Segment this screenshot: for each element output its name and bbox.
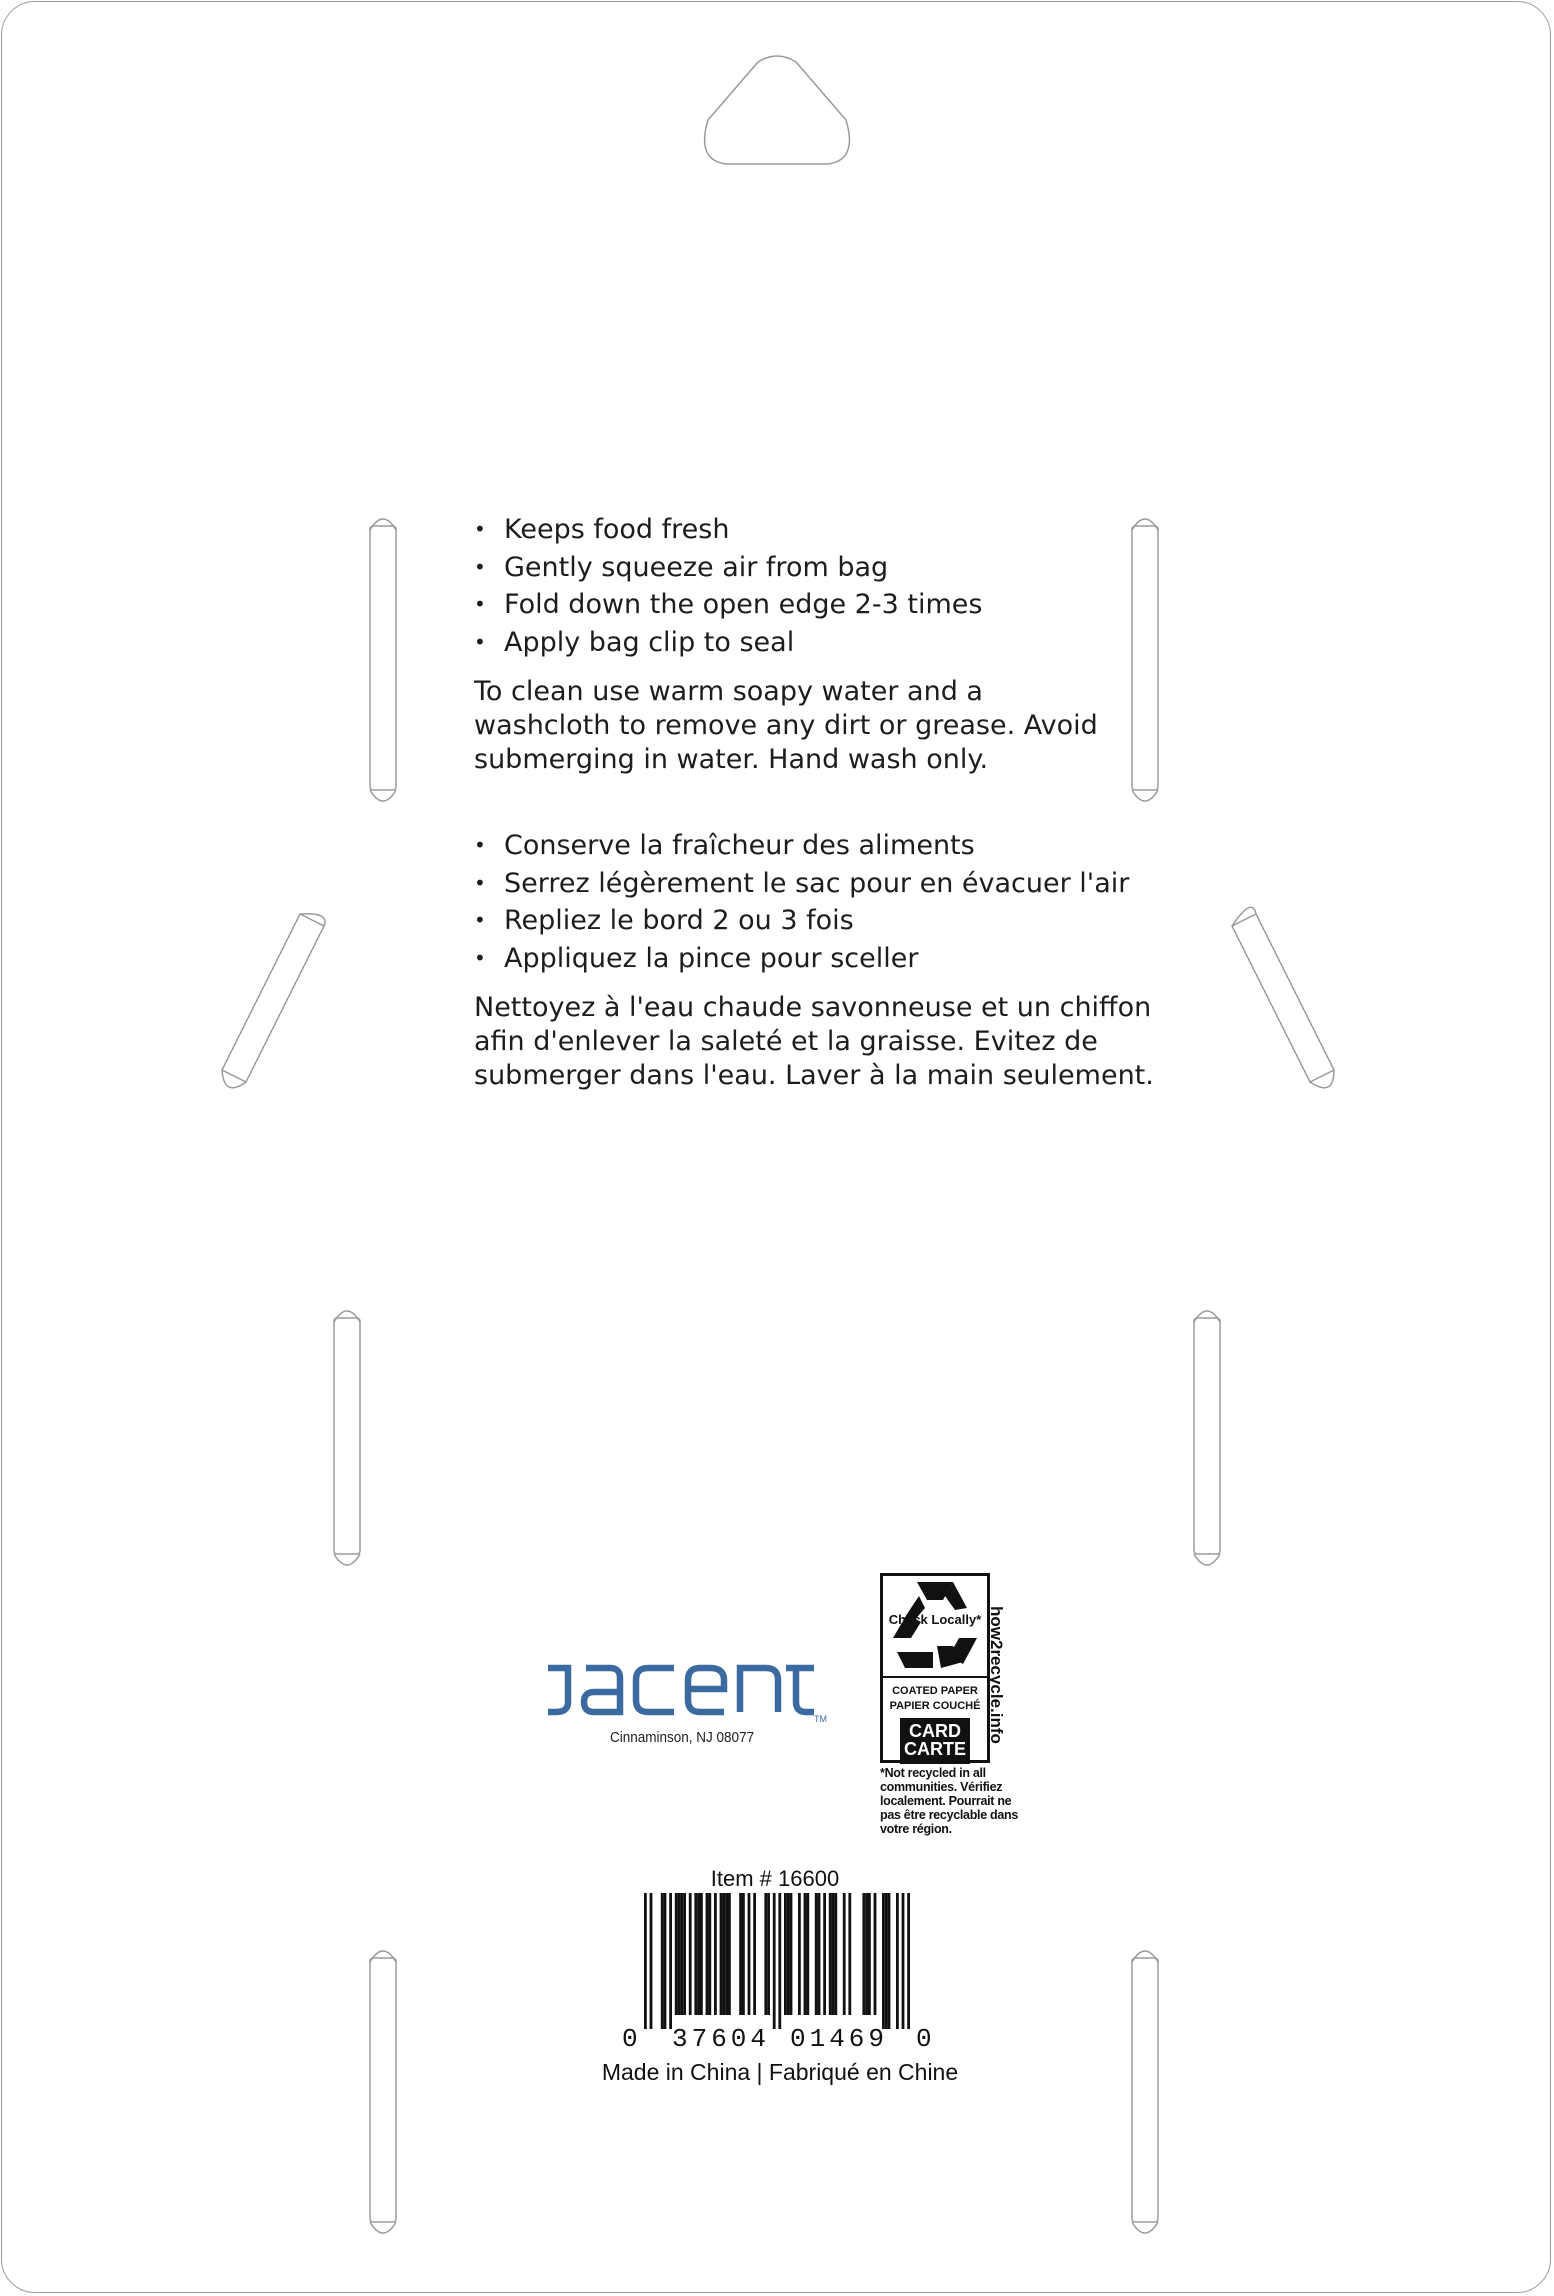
usage-steps-fr bbox=[474, 827, 1174, 977]
recycle-footnote: *Not recycled in all communities. Vérifiez localement. Pourrait ne pas être recyclable dans votre région. bbox=[880, 1766, 1019, 1836]
barcode-bar bbox=[818, 1893, 821, 2015]
care-instructions-en: To clean use warm soapy water and a washcloth to remove any dirt or grease. Avoid submerging in water. Hand wash only. bbox=[474, 676, 1098, 775]
recycle-website bbox=[987, 1606, 1006, 1766]
barcode-bar bbox=[896, 1893, 899, 2029]
brand-address: Cinnaminson, NJ 08077 bbox=[610, 1729, 755, 1746]
list-item: • Conserve la fraîcheur des aliments bbox=[474, 827, 1174, 865]
barcode-bar bbox=[778, 1893, 781, 2029]
upc-barcode bbox=[620, 1893, 920, 2033]
barcode-bar bbox=[722, 1893, 725, 2015]
barcode-bar bbox=[862, 1893, 865, 2015]
barcode-bar bbox=[700, 1893, 703, 2015]
barcode-bar bbox=[683, 1893, 686, 2015]
instructions-french bbox=[474, 827, 1174, 1093]
barcode-bar bbox=[675, 1893, 678, 2015]
category-badge: CARD CARTE bbox=[900, 1718, 970, 1764]
barcode-bar bbox=[843, 1893, 846, 2015]
barcode-bar bbox=[661, 1893, 664, 2029]
barcode-left-group: 37604 bbox=[672, 2024, 771, 2054]
list-item: • Gently squeeze air from bag bbox=[474, 549, 1174, 587]
barcode-bar bbox=[784, 1893, 787, 2015]
barcode-bar bbox=[708, 1893, 711, 2015]
barcode-bar bbox=[678, 1893, 681, 2015]
barcode-bar bbox=[669, 1893, 672, 2029]
barcode-bar bbox=[798, 1893, 801, 2015]
barcode-bar bbox=[728, 1893, 731, 2015]
barcode-bar bbox=[834, 1893, 837, 2015]
barcode-bar bbox=[874, 1893, 877, 2015]
list-item: • Serrez légèrement le sac pour en évacuer l'air bbox=[474, 865, 1174, 903]
barcode-bar bbox=[832, 1893, 835, 2015]
list-item: • Fold down the open edge 2-3 times bbox=[474, 586, 1174, 624]
recycle-website-text: how2recycle.info bbox=[987, 1606, 1006, 1744]
how2recycle-label bbox=[880, 1573, 990, 1763]
barcode-lead-digit: 0 bbox=[622, 2024, 642, 2054]
barcode-bar bbox=[689, 1893, 692, 2015]
barcode-bar bbox=[865, 1893, 868, 2015]
barcode-bar bbox=[773, 1893, 776, 2029]
barcode-bar bbox=[664, 1893, 667, 2029]
barcode-bar bbox=[787, 1893, 790, 2015]
care-instructions-fr: Nettoyez à l'eau chaude savonneuse et un chiffon afin d'enlever la saleté et la graisse. Evitez de submerger dans l'eau. Laver à la main seulement. bbox=[474, 992, 1154, 1091]
barcode-bar bbox=[742, 1893, 745, 2015]
barcode-bar bbox=[739, 1893, 742, 2015]
slot-low-right bbox=[1194, 1311, 1220, 1565]
recycle-symbol-area bbox=[883, 1576, 987, 1678]
jacent-wordmark bbox=[544, 1658, 824, 1718]
barcode-bar bbox=[804, 1893, 807, 2015]
check-locally-text: Check Locally* bbox=[888, 1612, 982, 1627]
barcode-bar bbox=[888, 1893, 891, 2029]
barcode-bar bbox=[815, 1893, 818, 2015]
barcode-check-digit: 0 bbox=[916, 2024, 936, 2054]
barcode-right-group: 01469 bbox=[790, 2024, 889, 2054]
trademark-symbol: TM bbox=[814, 1714, 827, 1724]
list-item: • Appliquez la pince pour sceller bbox=[474, 940, 1174, 978]
barcode-bar bbox=[650, 1893, 653, 2029]
barcode-bar bbox=[680, 1893, 683, 2015]
list-item: • Apply bag clip to seal bbox=[474, 624, 1174, 662]
slot-low-left bbox=[334, 1311, 360, 1565]
barcode-bar bbox=[644, 1893, 647, 2029]
barcode-bar bbox=[748, 1893, 751, 2015]
barcode-bar bbox=[907, 1893, 910, 2029]
barcode-bar bbox=[725, 1893, 728, 2015]
list-item: • Repliez le bord 2 ou 3 fois bbox=[474, 902, 1174, 940]
barcode-bar bbox=[697, 1893, 700, 2015]
slot-top-left bbox=[370, 519, 396, 801]
barcode-bar bbox=[882, 1893, 885, 2029]
barcode-bar bbox=[848, 1893, 851, 2015]
material-en: COATED PAPER bbox=[892, 1685, 978, 1697]
slot-bottom-left bbox=[370, 1951, 396, 2233]
barcode-bar bbox=[706, 1893, 709, 2015]
usage-steps-en bbox=[474, 511, 1174, 661]
barcode-bar bbox=[829, 1893, 832, 2015]
slot-bottom-right bbox=[1132, 1951, 1158, 2233]
barcode-bar bbox=[885, 1893, 888, 2029]
barcode-bar bbox=[790, 1893, 793, 2015]
slot-mid-left bbox=[222, 914, 325, 1088]
country-of-origin: Made in China | Fabriqué en Chine bbox=[601, 2059, 959, 2085]
barcode-bar bbox=[868, 1893, 871, 2015]
slot-mid-right bbox=[1232, 907, 1334, 1088]
barcode-bar bbox=[902, 1893, 905, 2029]
barcode-bar bbox=[694, 1893, 697, 2015]
barcode-bar bbox=[806, 1893, 809, 2015]
hang-hole bbox=[705, 56, 850, 164]
barcode-bar bbox=[720, 1893, 723, 2015]
material-fr: PAPIER COUCHÉ bbox=[889, 1700, 981, 1712]
barcode-bar bbox=[767, 1893, 770, 2015]
material-text bbox=[883, 1678, 987, 1714]
instructions-english bbox=[474, 511, 1174, 777]
barcode-bar bbox=[714, 1893, 717, 2015]
barcode-bar bbox=[764, 1893, 767, 2015]
barcode-bar bbox=[753, 1893, 756, 2015]
brand-logo bbox=[544, 1658, 834, 1746]
barcode-bar bbox=[823, 1893, 826, 2015]
list-item: • Keeps food fresh bbox=[474, 511, 1174, 549]
item-number: Item # 16600 bbox=[710, 1866, 840, 1891]
